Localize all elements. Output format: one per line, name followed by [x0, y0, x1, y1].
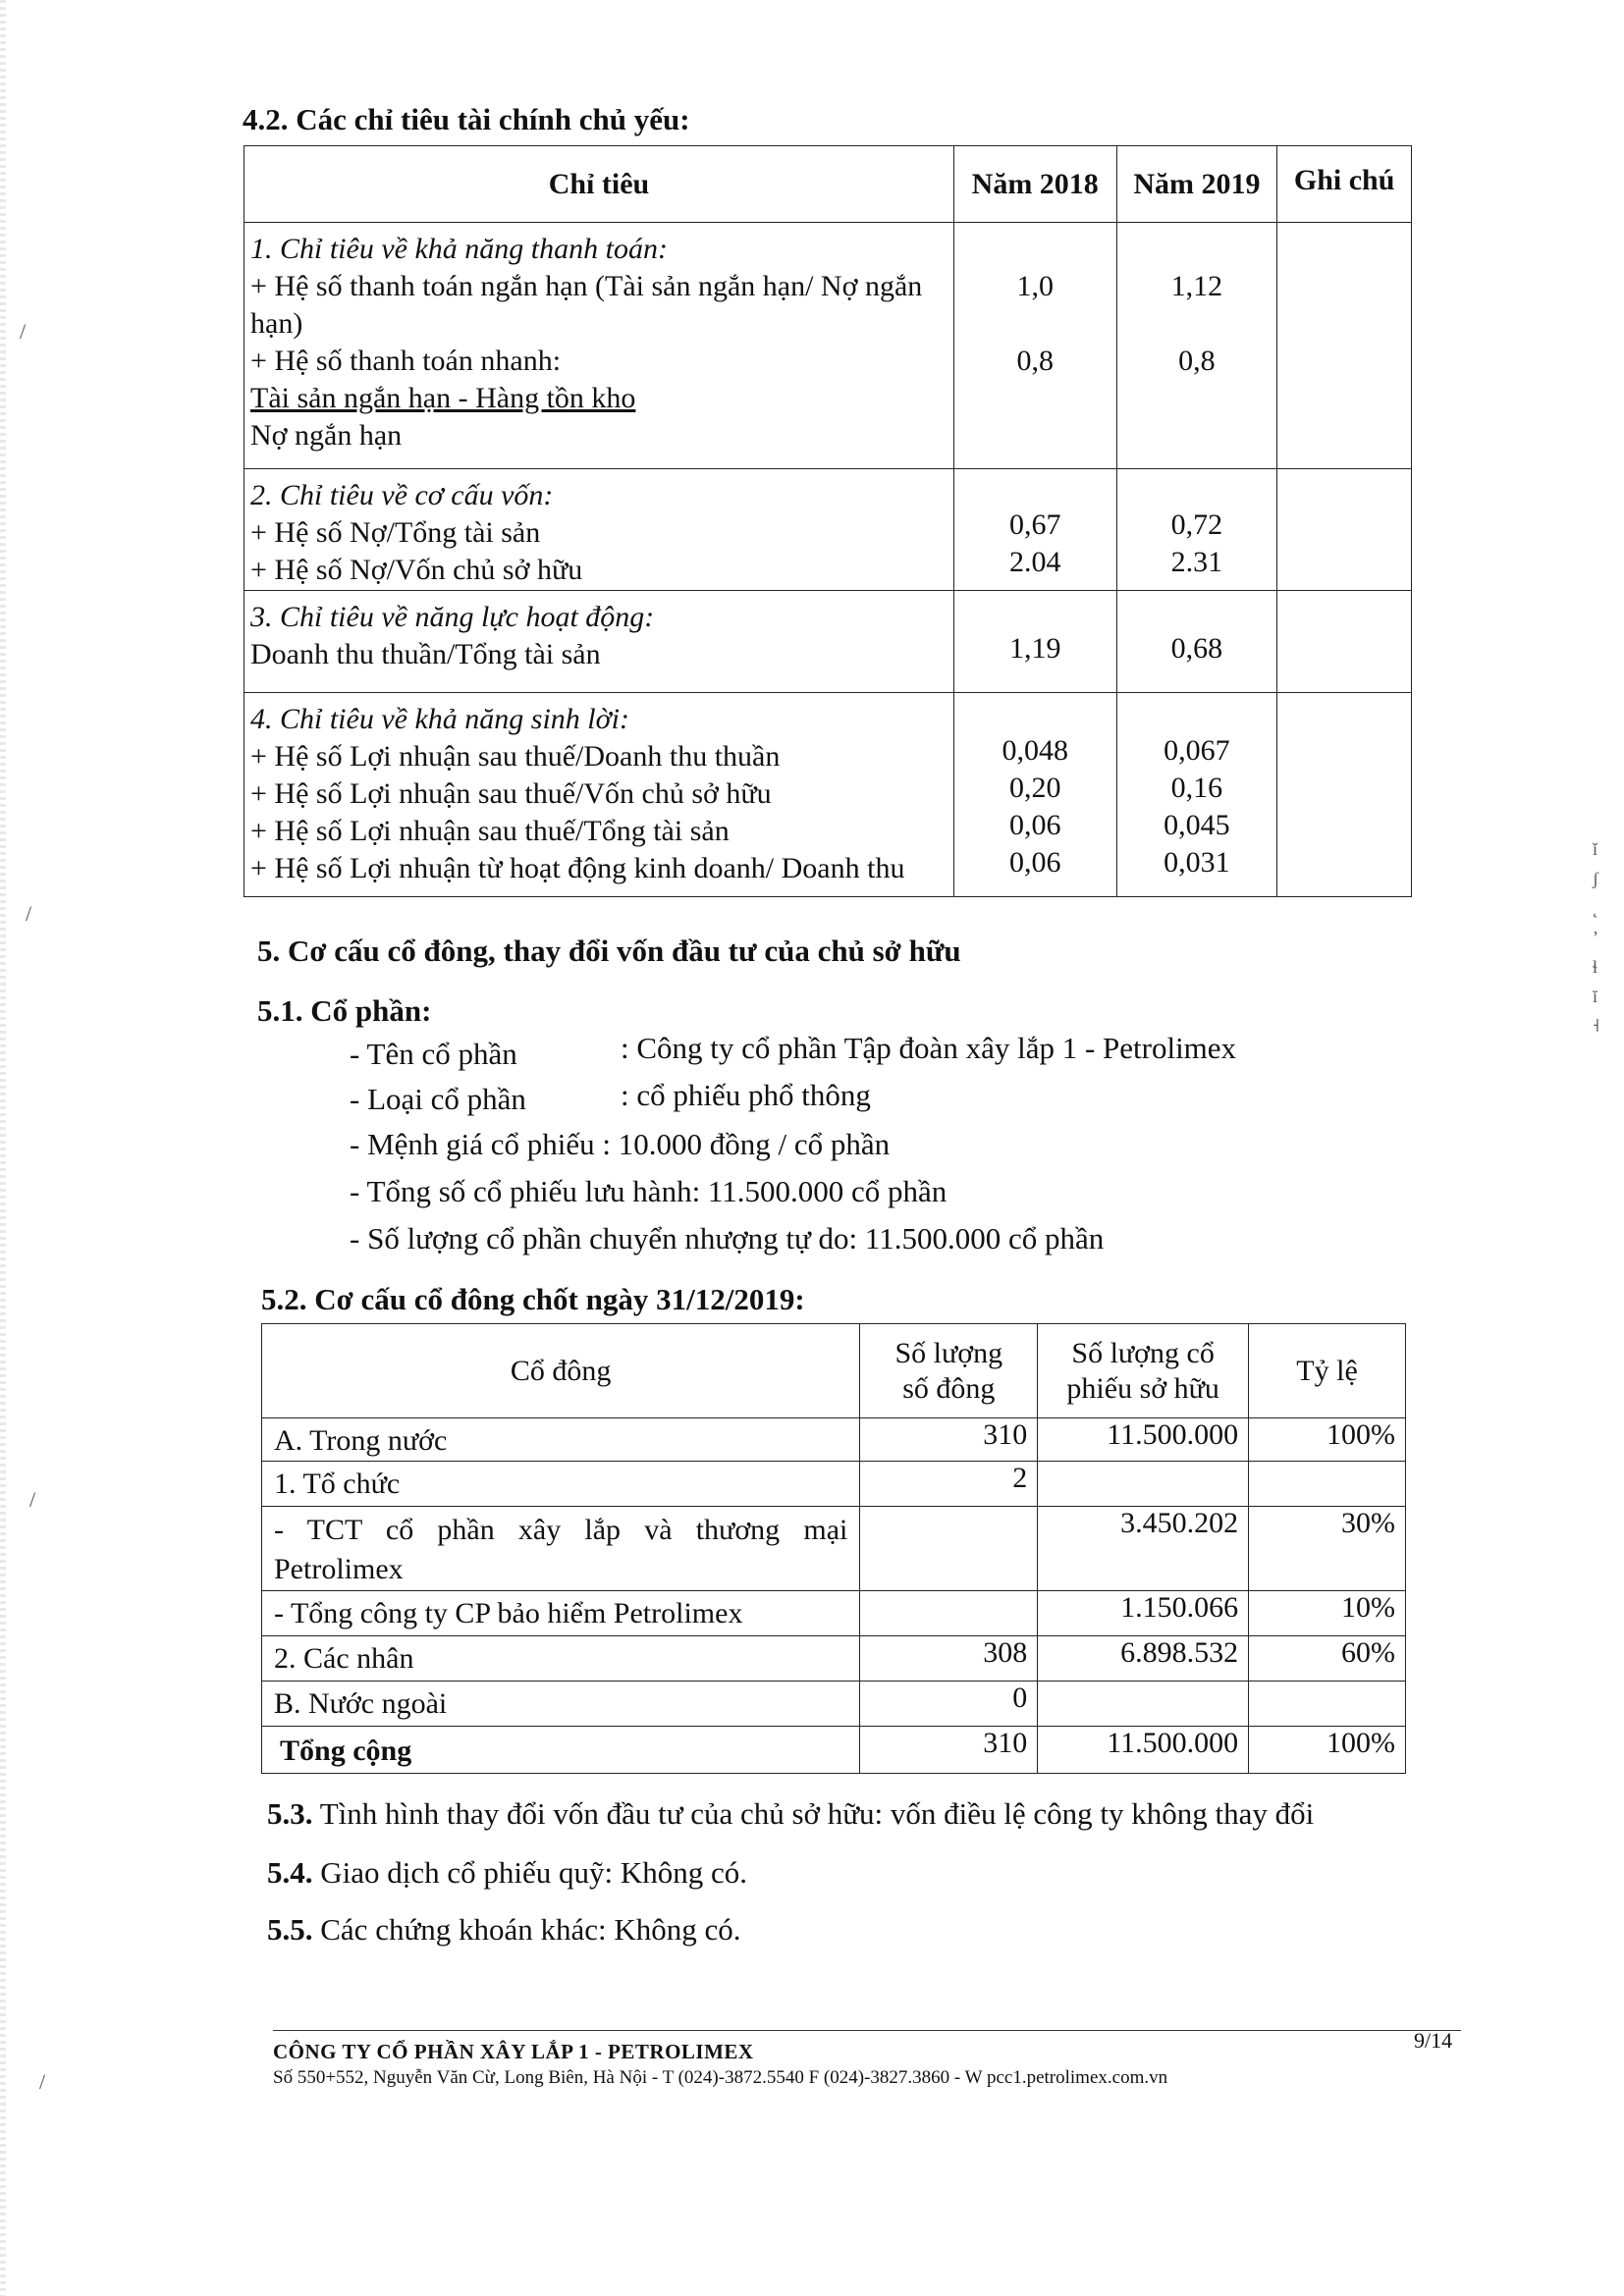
table-row: [244, 693, 1412, 897]
total-label: Tổng cộng: [262, 1727, 860, 1774]
value-cell: 0,045: [1164, 809, 1230, 841]
section-text: Các chứng khoán khác: Không có.: [312, 1912, 741, 1947]
section-number: 5.4.: [267, 1855, 313, 1890]
col-header-holder-count: [860, 1324, 1038, 1418]
col-header-ratio: Tỷ lệ: [1249, 1324, 1406, 1418]
shares-owned: 3.450.202: [1038, 1507, 1249, 1591]
table-row: [244, 469, 1412, 591]
ownership-ratio: 30%: [1249, 1507, 1406, 1591]
indicator-line: + Hệ số thanh toán nhanh:: [250, 345, 562, 377]
shares-owned: 6.898.532: [1038, 1636, 1249, 1682]
section-4-2-title: 4.2. Các chỉ tiêu tài chính chủ yếu:: [243, 102, 690, 136]
footer-divider: [273, 2030, 1461, 2031]
header-line: phiếu sở hữu: [1066, 1371, 1219, 1405]
indicator-line: + Hệ số thanh toán ngắn hạn (Tài sản ngắn hạn/ Nợ ngắn: [250, 270, 923, 302]
table-row: [262, 1636, 1406, 1682]
indicator-line: Tài sản ngắn hạn - Hàng tồn kho: [250, 382, 636, 414]
indicator-group-profitability: [244, 693, 954, 897]
indicator-line: + Hệ số Lợi nhuận sau thuế/Doanh thu thuần: [250, 740, 781, 773]
ownership-ratio: 100%: [1249, 1418, 1406, 1462]
shareholder-name: B. Nước ngoài: [262, 1682, 860, 1727]
shareholder-name: 2. Các nhân: [262, 1636, 860, 1682]
financial-indicators-table: [244, 145, 1412, 897]
share-name-label: - Tên cổ phần: [350, 1037, 517, 1071]
indicator-group-activity: [244, 591, 954, 693]
indicator-group-capital: [244, 469, 954, 591]
name-line: - TCT cổ phần xây lắp và thương mại: [274, 1514, 848, 1546]
shareholder-name: [262, 1507, 860, 1591]
group-title: 3. Chỉ tiêu về năng lực hoạt động:: [250, 601, 655, 633]
par-value-line: - Mệnh giá cổ phiếu : 10.000 đồng / cổ phần: [350, 1127, 891, 1161]
share-type-label: - Loại cổ phần: [350, 1082, 526, 1116]
value-cell: 1,19: [1008, 632, 1061, 665]
scan-mark: /: [39, 2069, 46, 2094]
value-cell: 0,067: [1164, 734, 1230, 767]
table-row: [262, 1682, 1406, 1727]
holder-count: 0: [860, 1682, 1038, 1727]
section-text: Giao dịch cổ phiếu quỹ: Không có.: [312, 1855, 748, 1890]
col-header-2019: Năm 2019: [1116, 146, 1277, 223]
section-number: 5.3.: [267, 1796, 313, 1831]
scan-edge: [0, 0, 6, 2296]
shareholder-structure-table: [261, 1323, 1406, 1774]
section-5-4: [267, 1855, 747, 1891]
indicator-group-liquidity: [244, 223, 954, 469]
ownership-ratio: 100%: [1249, 1727, 1406, 1774]
table-row: [244, 223, 1412, 469]
section-5-2-title: 5.2. Cơ cấu cổ đông chốt ngày 31/12/2019:: [261, 1282, 805, 1316]
shareholder-name: 1. Tổ chức: [262, 1462, 860, 1507]
indicator-line: + Hệ số Lợi nhuận từ hoạt động kinh doanh/ Doanh thu: [250, 852, 905, 884]
value-cell: 0,8: [1178, 345, 1216, 377]
share-name-value: : Công ty cổ phần Tập đoàn xây lắp 1 - Petrolimex: [621, 1031, 1237, 1065]
col-header-2018: Năm 2018: [953, 146, 1116, 223]
table-header-row: [244, 146, 1412, 223]
outstanding-shares-line: - Tổng số cổ phiếu lưu hành: 11.500.000 cổ phần: [350, 1174, 947, 1208]
value-cell: 2.31: [1170, 546, 1223, 578]
value-2018: [953, 469, 1116, 591]
header-line: Số lượng: [894, 1336, 1003, 1369]
name-line: Petrolimex: [274, 1553, 404, 1585]
shares-owned: 11.500.000: [1038, 1418, 1249, 1462]
shares-owned: 1.150.066: [1038, 1591, 1249, 1636]
value-cell: 0,031: [1164, 846, 1230, 879]
value-cell: 0,67: [1008, 508, 1061, 541]
group-title: 1. Chỉ tiêu về khả năng thanh toán:: [250, 233, 668, 265]
scan-mark: ǐ ʃ ˛ ʼ ɬ ĭ ˧: [1593, 839, 1599, 1036]
value-cell: 2.04: [1008, 546, 1061, 578]
value-2018: [953, 591, 1116, 693]
table-row: [262, 1591, 1406, 1636]
value-cell: 0,68: [1170, 632, 1223, 665]
ownership-ratio: [1249, 1682, 1406, 1727]
scan-mark: /: [29, 1487, 36, 1512]
value-2019: [1116, 469, 1277, 591]
indicator-line: + Hệ số Nợ/Tổng tài sản: [250, 516, 541, 549]
indicator-line: + Hệ số Lợi nhuận sau thuế/Tổng tài sản: [250, 815, 730, 847]
section-number: 5.5.: [267, 1912, 313, 1947]
shareholder-name: - Tổng công ty CP bảo hiểm Petrolimex: [262, 1591, 860, 1636]
col-header-note: Ghi chú: [1277, 146, 1412, 223]
indicator-line: Nợ ngắn hạn: [250, 419, 403, 452]
footer-address: Số 550+552, Nguyễn Văn Cừ, Long Biên, Hà Nội - T (024)-3872.5540 F (024)-3827.3860 - W pcc1.petrolimex.com.vn: [273, 2067, 1168, 2088]
holder-count: [860, 1507, 1038, 1591]
free-float-line: - Số lượng cổ phần chuyển nhượng tự do: 11.500.000 cổ phần: [350, 1221, 1105, 1255]
value-cell: 0,06: [1008, 809, 1061, 841]
note-cell: [1277, 223, 1412, 469]
col-header-shareholder: Cổ đông: [262, 1324, 860, 1418]
value-cell: 0,06: [1008, 846, 1061, 879]
table-row: [262, 1418, 1406, 1462]
header-line: số đông: [902, 1371, 996, 1405]
holder-count: 310: [860, 1418, 1038, 1462]
value-2019: [1116, 223, 1277, 469]
value-cell: 0,20: [1008, 772, 1061, 804]
scan-mark: /: [26, 901, 32, 926]
table-row: [244, 591, 1412, 693]
holder-count: 310: [860, 1727, 1038, 1774]
footer-company: CÔNG TY CỔ PHẦN XÂY LẮP 1 - PETROLIMEX: [273, 2040, 754, 2063]
section-5-3: [267, 1796, 1314, 1832]
holder-count: 308: [860, 1636, 1038, 1682]
note-cell: [1277, 693, 1412, 897]
indicator-line: Doanh thu thuần/Tổng tài sản: [250, 638, 601, 670]
table-row: [262, 1462, 1406, 1507]
section-5-1-title: 5.1. Cổ phần:: [257, 993, 432, 1028]
indicator-line: + Hệ số Lợi nhuận sau thuế/Vốn chủ sở hữu: [250, 777, 772, 810]
table-total-row: [262, 1727, 1406, 1774]
group-title: 2. Chỉ tiêu về cơ cấu vốn:: [250, 479, 554, 511]
table-header-row: [262, 1324, 1406, 1418]
header-line: Số lượng cổ: [1071, 1336, 1215, 1369]
value-2019: [1116, 591, 1277, 693]
value-cell: 0,72: [1170, 508, 1223, 541]
value-cell: 1,0: [1016, 270, 1054, 302]
shares-owned: [1038, 1682, 1249, 1727]
value-cell: 0,16: [1170, 772, 1223, 804]
value-cell: 0,8: [1016, 345, 1054, 377]
ownership-ratio: 60%: [1249, 1636, 1406, 1682]
section-text: Tình hình thay đổi vốn đầu tư của chủ sở hữu: vốn điều lệ công ty không thay đổi: [312, 1796, 1315, 1831]
value-cell: 1,12: [1170, 270, 1223, 302]
col-header-shares-owned: [1038, 1324, 1249, 1418]
value-2018: [953, 223, 1116, 469]
group-title: 4. Chỉ tiêu về khả năng sinh lời:: [250, 703, 629, 735]
indicator-line: + Hệ số Nợ/Vốn chủ sở hữu: [250, 554, 583, 586]
shareholder-name: A. Trong nước: [262, 1418, 860, 1462]
value-cell: 0,048: [1001, 734, 1068, 767]
shares-owned: [1038, 1462, 1249, 1507]
holder-count: [860, 1591, 1038, 1636]
page-number: 9/14: [1414, 2028, 1453, 2053]
value-2018: [953, 693, 1116, 897]
shares-owned: 11.500.000: [1038, 1727, 1249, 1774]
share-type-value: : cổ phiếu phổ thông: [621, 1078, 871, 1112]
ownership-ratio: 10%: [1249, 1591, 1406, 1636]
section-5-title: 5. Cơ cấu cổ đông, thay đổi vốn đầu tư của chủ sở hữu: [257, 934, 961, 968]
ownership-ratio: [1249, 1462, 1406, 1507]
table-row: [262, 1507, 1406, 1591]
section-5-5: [267, 1912, 741, 1948]
holder-count: 2: [860, 1462, 1038, 1507]
indicator-line: hạn): [250, 307, 303, 340]
note-cell: [1277, 469, 1412, 591]
scan-mark: /: [20, 319, 27, 344]
col-header-indicator: Chỉ tiêu: [244, 146, 954, 223]
note-cell: [1277, 591, 1412, 693]
value-2019: [1116, 693, 1277, 897]
